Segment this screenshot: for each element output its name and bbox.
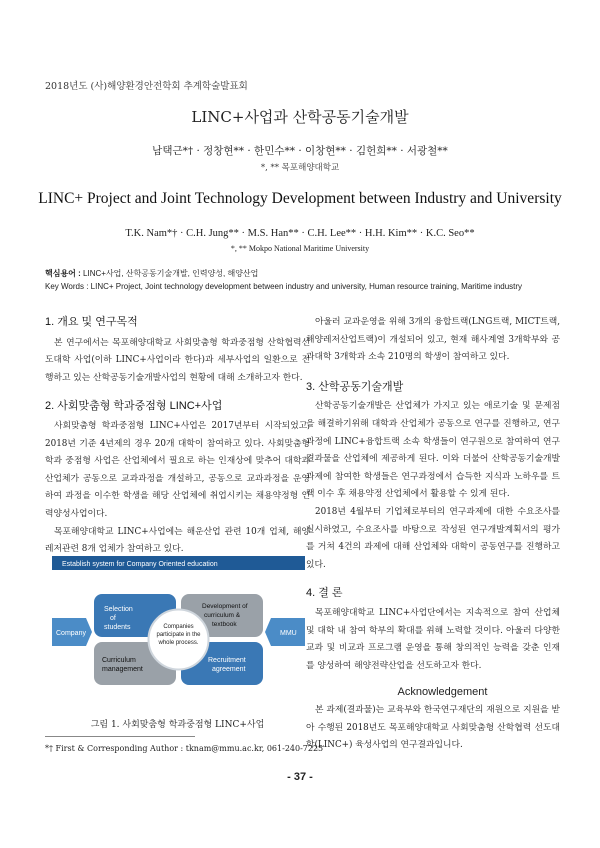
mmu-label: MMU — [280, 630, 297, 637]
footnote-rule — [45, 736, 195, 737]
section-1-text: 본 연구에서는 목포해양대학교 사회맞춤형 학과중점형 산학협력선도대학 사업(이하 LINC+사업이라 한다)과 세부사업의 일환으로 진행하고 있는 산학공동기술개발사업의 현황에 대해 소개하고자 한다. — [45, 337, 310, 383]
section-3-para-2: 2018년 4월부터 기업체로부터의 연구과제에 대한 수요조사를 실시하였고, 수요조사를 바탕으로 작성된 연구개발계획서의 평가를 거쳐 4건의 과제에 대해 산업체와 대학이 공동연구를 진행하고 있다. — [306, 506, 560, 570]
figure-diagram — [52, 556, 305, 701]
ack-title: Acknowledgement — [397, 686, 488, 698]
section-1-title: 1. 개요 및 연구목적 — [45, 316, 138, 328]
ack-block — [306, 702, 560, 755]
right-intro-para: 아울러 교과운영을 위해 3개의 융합트랙(LNG트랙, MICT트랙, 해양레저산업트랙)이 개설되어 있고, 현재 해사계열 3개학부와 공과대학 3개학과 소속 210명의 학생이 참여하고 있다. — [306, 317, 560, 363]
keywords-en-text: LINC+ Project, Joint technology development between industry and university, Human resource training, Maritime industry — [90, 282, 523, 291]
right-column — [306, 314, 560, 675]
selection-label: Selection of students — [104, 606, 133, 631]
figure-1 — [52, 556, 305, 701]
center-label: Companies participate in the whole process. — [156, 624, 201, 646]
keywords-en — [45, 282, 522, 291]
affiliation: *, ** 목포해양대학교 — [260, 163, 340, 173]
section-3-para-1: 산학공동기술개발은 산업체가 가지고 있는 애로기술 및 문제점을 해결하기위해 대학과 산업체가 공동으로 연구를 진행하고, 연구과정에 LINC+융합트랙 소속 학생들이 연구원으로 참여하여 연구결과물을 산업체에 제공하게 된다. 이와 더불어 산학공동기술개발 과제에 참여한 학생들은 연구과정에서 습득한 지식과 노하우를 트랙 이수 후 채용약정 산업체에서 활용할 수 있게 된다. — [306, 401, 560, 500]
conference-header: 2018년도 (사)해양환경안전학회 추계학술발표회 — [45, 81, 248, 92]
affiliation-en: *, ** Mokpo National Maritime University — [230, 244, 370, 253]
recruitment-label: Recruitment agreement — [208, 657, 246, 673]
section-2-para-2: 목포해양대학교 LINC+사업에는 해운산업 관련 10개 업체, 해양레저관련 8개 업체가 참여하고 있다. — [45, 526, 310, 555]
left-column — [45, 314, 310, 559]
paper-title: LINC+사업과 산학공동기술개발 — [191, 108, 409, 126]
company-label: Company — [56, 630, 86, 637]
keywords-en-label: Key Words : — [45, 282, 89, 291]
author-list: 남택근*† · 정창현** · 한민수** · 이창현** · 김헌희** · 서광철** — [152, 145, 448, 157]
footnote: *† First & Corresponding Author : tknam@mmu.ac.kr, 061-240-7225 — [45, 744, 324, 753]
keywords-kr-text: LINC+사업, 산학공동기술개발, 인력양성, 해양산업 — [83, 269, 259, 278]
ack-text: 본 과제(결과물)는 교육부와 한국연구재단의 재원으로 지원을 받아 수행된 2018년도 목포해양대학교 사회맞춤형 산학협력 선도대학(LINC+) 육성사업의 연구결과입니다. — [306, 705, 560, 751]
development-label: Development of curriculum & textbook — [202, 603, 248, 628]
section-4-title: 4. 결 론 — [306, 587, 343, 600]
keywords-kr-label: 핵심용어 : — [45, 269, 81, 278]
curriculum-label: Curriculum management — [102, 657, 143, 673]
page-number: - 37 - — [287, 771, 313, 783]
section-2-para-1: 사회맞춤형 학과중점형 LINC+사업은 2017년부터 시작되었고, 2018년 기준 4년제의 경우 20개 대학이 참여하고 있다. 사회맞춤형 학과 중점형 사업은 산업체에서 필요로 하는 인재상에 맞추어 대학과 산업체가 공동으로 교과과정을 개설하고, 공동으로 교과과정을 운영하여 과정을 이수한 학생을 해당 산업체에 취업시키는 채용약정형 인력양성사업이다. — [45, 420, 310, 519]
section-3-title: 3. 산학공동기술개발 — [306, 380, 404, 393]
figure-caption: 그림 1. 사회맞춤형 학과중점형 LINC+사업 — [90, 720, 265, 730]
author-list-en: T.K. Nam*† · C.H. Jung** · M.S. Han** · C.H. Lee** · H.H. Kim** · K.C. Seo** — [125, 228, 475, 239]
keywords-kr — [45, 268, 258, 279]
paper-title-en: LINC+ Project and Joint Technology Development between Industry and University — [38, 190, 562, 207]
banner-text: Establish system for Company Oriented education — [62, 561, 218, 568]
section-2-title: 2. 사회맞춤형 학과중점형 LINC+사업 — [45, 400, 223, 413]
section-4-text: 목포해양대학교 LINC+사업단에서는 지속적으로 참여 산업체 및 대학 내 참여 학부의 확대를 위해 노력할 것이다. 아울러 다양한 교과 및 비교과 프로그램 운영을 통해 창의적인 능력을 갖춘 인재를 양성하여 해양전략산업을 선도하고자 한다. — [306, 607, 560, 671]
